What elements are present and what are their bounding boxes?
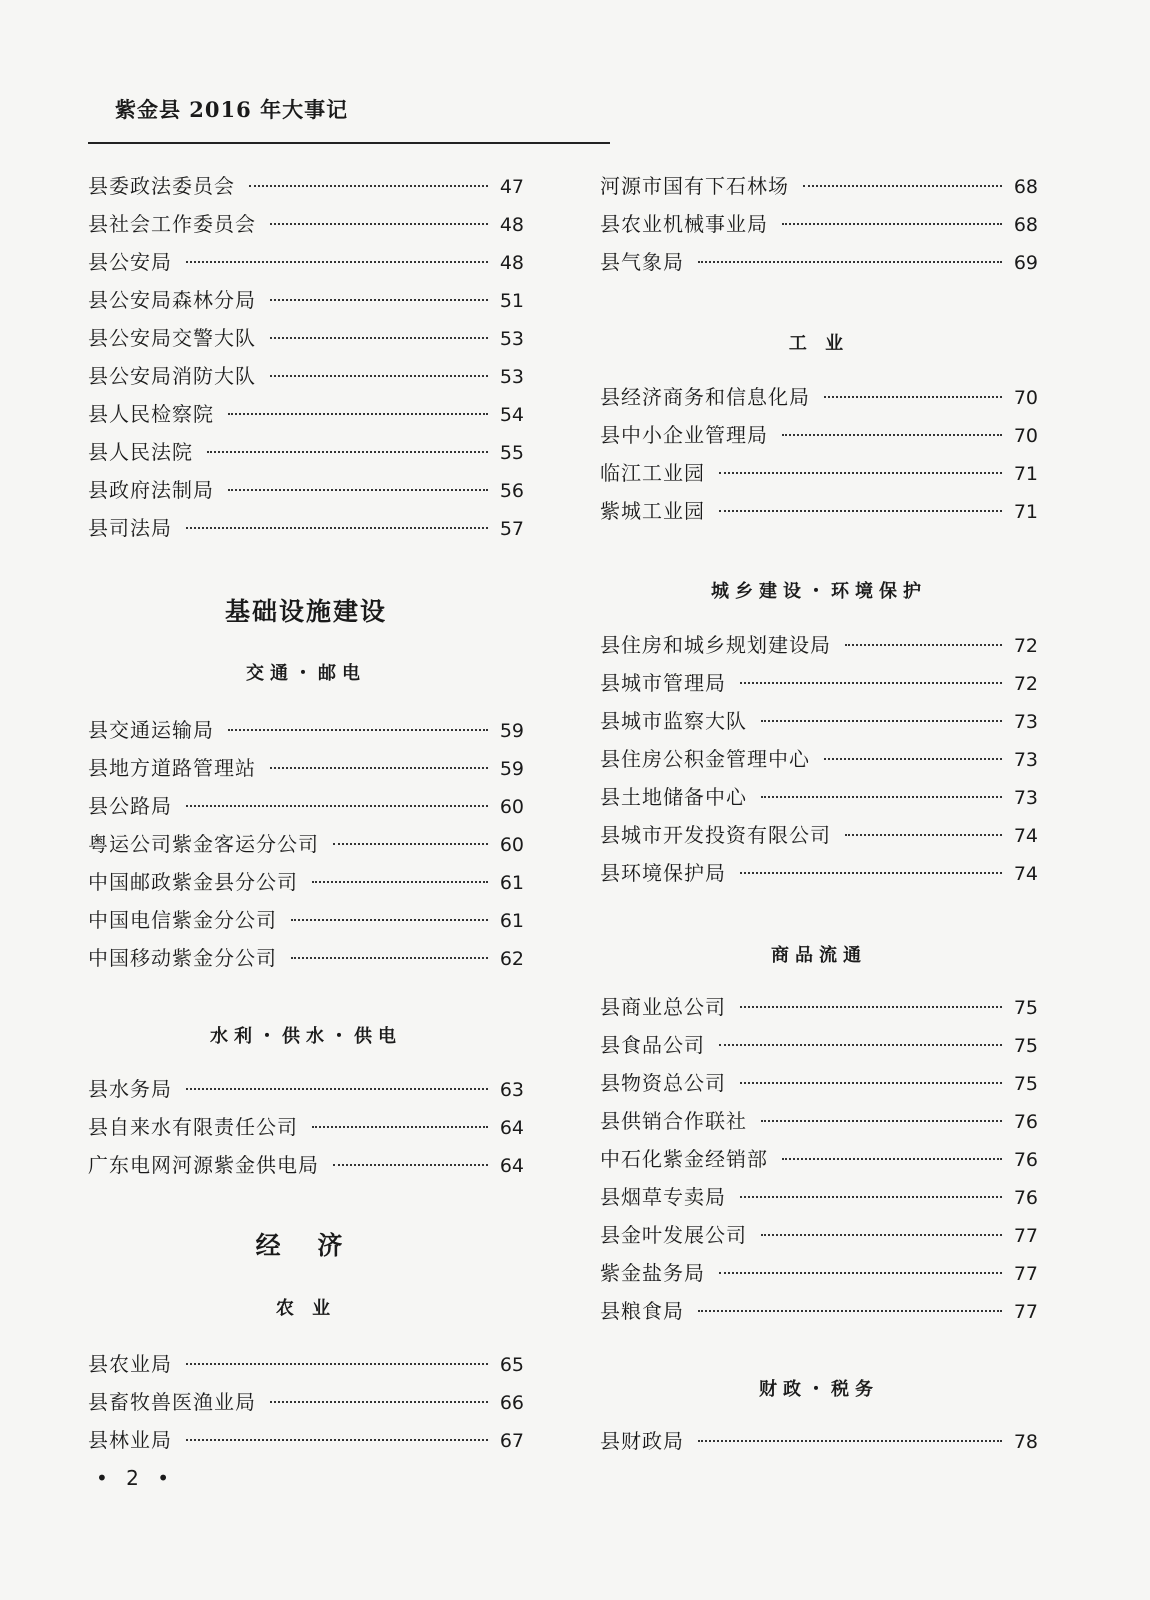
toc-entry-page: 66	[499, 1392, 524, 1414]
toc-entry-title: 县畜牧兽医渔业局	[88, 1390, 256, 1414]
toc-entry-title: 县粮食局	[600, 1299, 684, 1323]
dot-leader	[186, 1363, 488, 1365]
subsection-heading: 商品流通	[771, 945, 867, 966]
toc-group	[600, 629, 1038, 895]
toc-entry-page: 78	[1013, 1431, 1038, 1453]
toc-entry-page: 48	[499, 252, 524, 274]
dot-leader	[719, 1272, 1002, 1274]
dot-leader	[719, 510, 1002, 512]
toc-entry	[88, 1386, 524, 1424]
toc-entry	[600, 1105, 1038, 1143]
toc-group	[600, 1425, 1038, 1463]
toc-entry-title: 中国移动紫金分公司	[88, 946, 277, 970]
dot-leader	[312, 1126, 488, 1128]
dot-leader	[740, 872, 1002, 874]
toc-entry-page: 77	[1013, 1225, 1038, 1247]
subsection-heading: 财政・税务	[759, 1379, 879, 1400]
toc-entry	[88, 1111, 524, 1149]
dot-leader	[782, 434, 1002, 436]
toc-entry-page: 76	[1013, 1149, 1038, 1171]
toc-entry-title: 县人民法院	[88, 440, 193, 464]
toc-entry	[600, 705, 1038, 743]
section-heading: 经 济	[255, 1231, 357, 1260]
toc-entry-title: 县公安局	[88, 250, 172, 274]
dot-leader	[698, 1440, 1002, 1442]
dot-leader	[824, 758, 1002, 760]
dot-leader	[186, 1088, 488, 1090]
toc-entry-title: 县气象局	[600, 250, 684, 274]
toc-entry-title: 中国邮政紫金县分公司	[88, 870, 298, 894]
toc-entry-page: 56	[499, 480, 524, 502]
toc-entry	[600, 781, 1038, 819]
dot-leader	[228, 729, 488, 731]
toc-entry	[88, 246, 524, 284]
toc-entry-title: 县环境保护局	[600, 861, 726, 885]
toc-entry-title: 县司法局	[88, 516, 172, 540]
subsection-heading: 城乡建设・环境保护	[711, 581, 927, 602]
toc-entry	[88, 474, 524, 512]
toc-entry-title: 县城市管理局	[600, 671, 726, 695]
toc-entry-title: 县人民检察院	[88, 402, 214, 426]
toc-entry-title: 县农业局	[88, 1352, 172, 1376]
toc-entry-page: 59	[499, 758, 524, 780]
toc-entry-page: 75	[1013, 1035, 1038, 1057]
toc-entry-title: 县水务局	[88, 1077, 172, 1101]
toc-entry-page: 60	[499, 834, 524, 856]
toc-entry-page: 75	[1013, 997, 1038, 1019]
toc-entry	[88, 752, 524, 790]
toc-entry-page: 51	[499, 290, 524, 312]
toc-entry	[600, 1029, 1038, 1067]
toc-entry-page: 54	[499, 404, 524, 426]
toc-entry-title: 县公安局交警大队	[88, 326, 256, 350]
toc-entry-title: 河源市国有下石林场	[600, 174, 789, 198]
dot-leader	[845, 834, 1002, 836]
toc-entry-page: 74	[1013, 863, 1038, 885]
toc-entry-title: 县公安局消防大队	[88, 364, 256, 388]
toc-entry-page: 62	[499, 948, 524, 970]
toc-group	[88, 714, 524, 980]
toc-entry	[88, 170, 524, 208]
header-rule	[88, 142, 610, 144]
toc-entry-page: 70	[1013, 425, 1038, 447]
toc-entry-page: 65	[499, 1354, 524, 1376]
toc-entry	[88, 790, 524, 828]
toc-entry	[600, 208, 1038, 246]
toc-entry-title: 紫城工业园	[600, 499, 705, 523]
dot-leader	[740, 1196, 1002, 1198]
dot-leader	[291, 919, 488, 921]
dot-leader	[782, 223, 1002, 225]
toc-entry-page: 73	[1013, 787, 1038, 809]
dot-leader	[698, 1310, 1002, 1312]
toc-group	[88, 1348, 524, 1462]
toc-entry	[88, 828, 524, 866]
toc-entry-page: 72	[1013, 673, 1038, 695]
toc-entry	[600, 381, 1038, 419]
dot-leader	[740, 1006, 1002, 1008]
toc-entry-title: 县公安局森林分局	[88, 288, 256, 312]
dot-leader	[698, 261, 1002, 263]
toc-entry-page: 76	[1013, 1187, 1038, 1209]
toc-entry	[600, 1219, 1038, 1257]
toc-entry-page: 75	[1013, 1073, 1038, 1095]
toc-entry	[88, 866, 524, 904]
toc-entry	[88, 714, 524, 752]
toc-entry-title: 中国电信紫金分公司	[88, 908, 277, 932]
dot-leader	[333, 843, 488, 845]
toc-entry-page: 74	[1013, 825, 1038, 847]
toc-entry	[88, 1424, 524, 1462]
toc-entry-title: 县食品公司	[600, 1033, 705, 1057]
toc-entry-page: 68	[1013, 176, 1038, 198]
toc-entry	[600, 1067, 1038, 1105]
toc-group	[600, 381, 1038, 533]
toc-entry-title: 县林业局	[88, 1428, 172, 1452]
toc-entry-title: 紫金盐务局	[600, 1261, 705, 1285]
toc-entry-page: 64	[499, 1117, 524, 1139]
toc-entry-page: 61	[499, 910, 524, 932]
toc-entry	[600, 1425, 1038, 1463]
subsection-heading: 工 业	[788, 333, 850, 354]
toc-entry-page: 77	[1013, 1301, 1038, 1323]
toc-entry-page: 48	[499, 214, 524, 236]
toc-entry-title: 粤运公司紫金客运分公司	[88, 832, 319, 856]
subsection-heading: 交通・邮电	[246, 663, 366, 684]
toc-entry	[88, 904, 524, 942]
toc-entry-page: 70	[1013, 387, 1038, 409]
toc-entry	[600, 991, 1038, 1029]
toc-entry-title: 县社会工作委员会	[88, 212, 256, 236]
toc-entry	[600, 246, 1038, 284]
toc-entry	[600, 170, 1038, 208]
dot-leader	[270, 375, 488, 377]
page-number: • 2 •	[96, 1466, 176, 1490]
toc-entry-page: 63	[499, 1079, 524, 1101]
dot-leader	[845, 644, 1002, 646]
dot-leader	[312, 881, 488, 883]
toc-entry-page: 71	[1013, 501, 1038, 523]
toc-entry	[88, 1073, 524, 1111]
dot-leader	[719, 1044, 1002, 1046]
toc-entry-title: 县公路局	[88, 794, 172, 818]
dot-leader	[270, 337, 488, 339]
toc-entry-page: 59	[499, 720, 524, 742]
dot-leader	[761, 1234, 1002, 1236]
toc-entry-page: 60	[499, 796, 524, 818]
toc-group	[600, 170, 1038, 284]
dot-leader	[186, 261, 488, 263]
toc-entry	[88, 942, 524, 980]
toc-entry-title: 县中小企业管理局	[600, 423, 768, 447]
toc-entry-page: 77	[1013, 1263, 1038, 1285]
dot-leader	[249, 185, 488, 187]
toc-entry-page: 76	[1013, 1111, 1038, 1133]
toc-entry	[600, 1295, 1038, 1333]
toc-entry-title: 县农业机械事业局	[600, 212, 768, 236]
dot-leader	[719, 472, 1002, 474]
dot-leader	[270, 767, 488, 769]
dot-leader	[761, 796, 1002, 798]
toc-entry-title: 中石化紫金经销部	[600, 1147, 768, 1171]
toc-entry-title: 县土地储备中心	[600, 785, 747, 809]
dot-leader	[803, 185, 1002, 187]
toc-entry-page: 72	[1013, 635, 1038, 657]
section-heading: 基础设施建设	[224, 597, 387, 626]
toc-entry-title: 县政府法制局	[88, 478, 214, 502]
toc-entry-title: 县金叶发展公司	[600, 1223, 747, 1247]
toc-entry-page: 69	[1013, 252, 1038, 274]
dot-leader	[291, 957, 488, 959]
dot-leader	[740, 1082, 1002, 1084]
toc-entry	[88, 322, 524, 360]
toc-entry	[88, 1348, 524, 1386]
toc-entry-title: 县地方道路管理站	[88, 756, 256, 780]
toc-entry-page: 73	[1013, 711, 1038, 733]
toc-entry-page: 73	[1013, 749, 1038, 771]
toc-entry-title: 县城市监察大队	[600, 709, 747, 733]
toc-entry	[600, 819, 1038, 857]
dot-leader	[228, 413, 488, 415]
toc-entry-page: 53	[499, 328, 524, 350]
dot-leader	[207, 451, 488, 453]
toc-group	[600, 991, 1038, 1333]
toc-entry	[88, 436, 524, 474]
toc-entry	[88, 398, 524, 436]
toc-entry-title: 县烟草专卖局	[600, 1185, 726, 1209]
toc-entry	[600, 419, 1038, 457]
toc-entry	[600, 1257, 1038, 1295]
subsection-heading: 农 业	[275, 1298, 337, 1319]
dot-leader	[761, 720, 1002, 722]
dot-leader	[824, 396, 1002, 398]
toc-entry	[600, 457, 1038, 495]
dot-leader	[228, 489, 488, 491]
dot-leader	[270, 223, 488, 225]
toc-entry-page: 57	[499, 518, 524, 540]
toc-entry-page: 67	[499, 1430, 524, 1452]
toc-entry-title: 县财政局	[600, 1429, 684, 1453]
toc-entry	[600, 495, 1038, 533]
toc-entry	[600, 629, 1038, 667]
dot-leader	[186, 805, 488, 807]
toc-entry-title: 县物资总公司	[600, 1071, 726, 1095]
toc-entry-title: 县自来水有限责任公司	[88, 1115, 298, 1139]
toc-entry-title: 县经济商务和信息化局	[600, 385, 810, 409]
toc-entry-page: 55	[499, 442, 524, 464]
dot-leader	[270, 299, 488, 301]
toc-entry-title: 县交通运输局	[88, 718, 214, 742]
toc-entry	[88, 1149, 524, 1187]
dot-leader	[186, 1439, 488, 1441]
dot-leader	[740, 682, 1002, 684]
running-header-title: 紫金县 2016 年大事记	[115, 97, 349, 122]
toc-entry	[88, 284, 524, 322]
toc-group	[88, 170, 524, 550]
toc-entry	[88, 360, 524, 398]
toc-entry	[600, 667, 1038, 705]
toc-entry	[88, 512, 524, 550]
toc-entry-page: 68	[1013, 214, 1038, 236]
toc-entry-page: 71	[1013, 463, 1038, 485]
dot-leader	[186, 527, 488, 529]
dot-leader	[761, 1120, 1002, 1122]
dot-leader	[782, 1158, 1002, 1160]
toc-entry	[600, 857, 1038, 895]
toc-entry	[600, 1181, 1038, 1219]
toc-entry-title: 县委政法委员会	[88, 174, 235, 198]
toc-entry-page: 64	[499, 1155, 524, 1177]
toc-entry	[600, 1143, 1038, 1181]
subsection-heading: 水利・供水・供电	[210, 1026, 402, 1047]
toc-entry-title: 广东电网河源紫金供电局	[88, 1153, 319, 1177]
toc-entry-title: 县商业总公司	[600, 995, 726, 1019]
toc-entry-title: 县住房和城乡规划建设局	[600, 633, 831, 657]
toc-entry-title: 县城市开发投资有限公司	[600, 823, 831, 847]
toc-group	[88, 1073, 524, 1187]
toc-entry-page: 53	[499, 366, 524, 388]
toc-entry-page: 61	[499, 872, 524, 894]
toc-entry	[600, 743, 1038, 781]
toc-entry	[88, 208, 524, 246]
toc-entry-title: 县供销合作联社	[600, 1109, 747, 1133]
dot-leader	[270, 1401, 488, 1403]
toc-entry-title: 临江工业园	[600, 461, 705, 485]
toc-entry-page: 47	[499, 176, 524, 198]
toc-entry-title: 县住房公积金管理中心	[600, 747, 810, 771]
dot-leader	[333, 1164, 488, 1166]
